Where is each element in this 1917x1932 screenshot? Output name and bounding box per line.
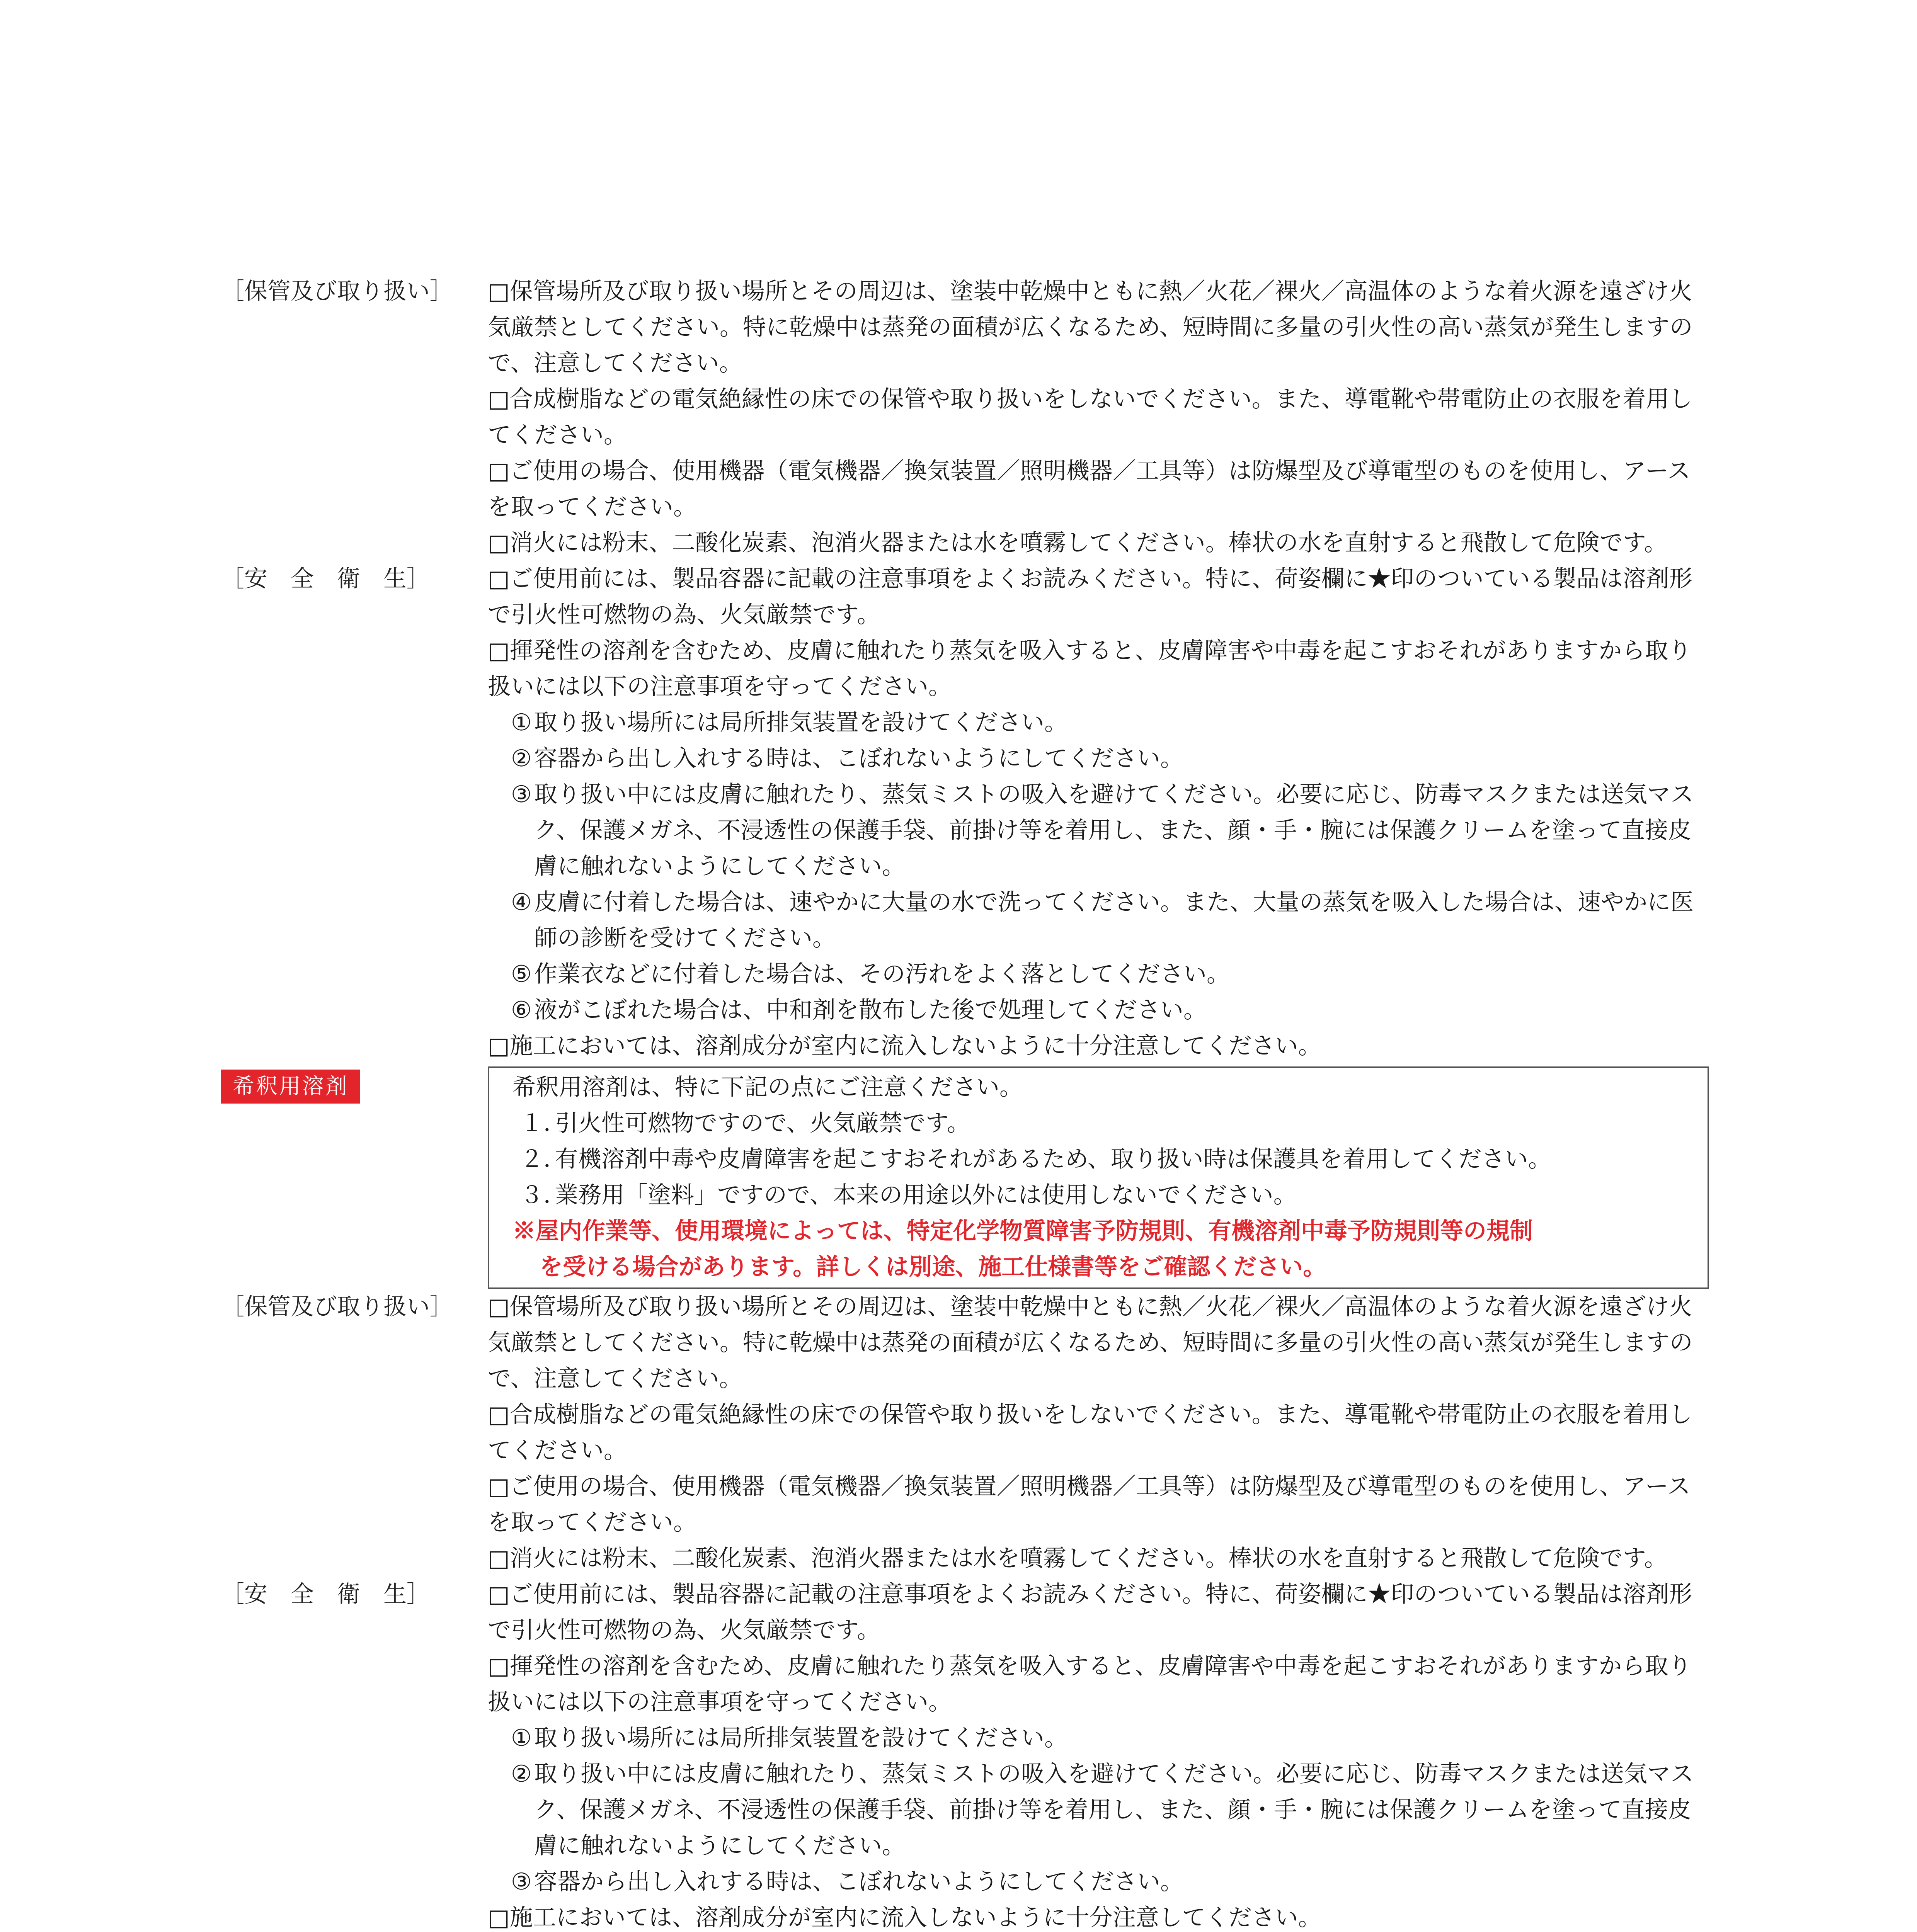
safety-body [488,561,1709,1064]
point-text: 引火性可燃物ですので、火気厳禁です。 [555,1110,970,1137]
item-text: □ご使用前には、製品容器に記載の注意事項をよくお読みください。特に、荷姿欄に★印のついている製品は溶剤形で引火性可燃物の為、火気厳禁です。 [488,1581,1692,1644]
list-item [488,1900,1709,1932]
thinner-notice-box [488,1066,1709,1289]
safety-section-2 [221,1577,1709,1932]
point-number: １． [520,1110,567,1137]
list-item [488,633,1709,705]
list-item [488,1397,1709,1469]
sub-item [488,777,1709,884]
sub-item [488,992,1709,1028]
sub-text: 取り扱い中には皮膚に触れたり、蒸気ミストの吸入を避けてください。必要に応じ、防毒マスクまたは送気マスク、保護メガネ、不浸透性の保護手袋、前掛け等を着用し、また、顔・手・腕には保護クリームを塗って直接皮膚に触れないようにしてください。 [534,781,1694,880]
storage-body [488,1289,1709,1577]
storage-section-1 [221,274,1709,561]
list-item [488,1648,1709,1720]
list-item [488,1577,1709,1648]
notice-intro: 希釈用溶剤は、特に下記の点にご注意ください。 [512,1074,1023,1101]
list-item [488,274,1709,381]
sub-number: ③ [511,781,532,808]
sub-item [488,1756,1709,1864]
item-text: □ご使用前には、製品容器に記載の注意事項をよくお読みください。特に、荷姿欄に★印のついている製品は溶剤形で引火性可燃物の為、火気厳禁です。 [488,565,1692,628]
sub-number: ⑥ [511,997,532,1024]
point-text: 業務用「塗料」ですので、本来の用途以外には使用しないでください。 [555,1182,1297,1209]
item-text: □合成樹脂などの電気絶縁性の床での保管や取り扱いをしないでください。また、導電靴や帯電防止の衣服を着用してください。 [488,1401,1692,1464]
thinner-badge: 希釈用溶剤 [221,1070,360,1104]
item-text: □施工においては、溶剤成分が室内に流入しないように十分注意してください。 [488,1904,1321,1931]
list-item [488,381,1709,453]
list-item [488,561,1709,633]
item-text: □揮発性の溶剤を含むため、皮膚に触れたり蒸気を吸入すると、皮膚障害や中毒を起こすおそれがありますから取り扱いには以下の注意事項を守ってください。 [488,1653,1692,1716]
list-item [488,1028,1709,1064]
item-text: □ご使用の場合、使用機器（電気機器／換気装置／照明機器／工具等）は防爆型及び導電型のものを使用し、アースを取ってください。 [488,1473,1691,1536]
notice-point [512,1105,1692,1141]
badge-wrap [221,1066,488,1104]
safety-label: ［安 全 衛 生］ [221,1581,430,1608]
item-text: □施工においては、溶剤成分が室内に流入しないように十分注意してください。 [488,1032,1321,1060]
item-text: □保管場所及び取り扱い場所とその周辺は、塗装中乾燥中ともに熱／火花／裸火／高温体のような着火源を遠ざけ火気厳禁としてください。特に乾燥中は蒸発の面積が広くなるため、短時間に多量の引火性の高い蒸気が発生しますので、注意してください。 [488,278,1693,377]
sub-number: ① [511,709,532,736]
sub-text: 皮膚に付着した場合は、速やかに大量の水で洗ってください。また、大量の蒸気を吸入した場合は、速やかに医師の診断を受けてください。 [534,889,1694,952]
sub-text: 容器から出し入れする時は、こぼれないようにしてください。 [534,1868,1183,1895]
point-text: 有機溶剤中毒や皮膚障害を起こすおそれがあるため、取り扱い時は保護具を着用してください。 [555,1146,1551,1173]
sub-item [488,1720,1709,1756]
storage-body [488,274,1709,561]
item-text: □保管場所及び取り扱い場所とその周辺は、塗装中乾燥中ともに熱／火花／裸火／高温体のような着火源を遠ざけ火気厳禁としてください。特に乾燥中は蒸発の面積が広くなるため、短時間に多量の引火性の高い蒸気が発生しますので、注意してください。 [488,1293,1693,1392]
sub-item [488,884,1709,956]
notice-point [512,1141,1692,1177]
regulation-warning-line2: を受ける場合があります。詳しくは別途、施工仕様書等をご確認ください。 [540,1253,1326,1281]
sub-number: ① [511,1725,532,1752]
sub-item [488,705,1709,741]
item-text: □消火には粉末、二酸化炭素、泡消火器または水を噴霧してください。棒状の水を直射すると飛散して危険です。 [488,529,1667,556]
safety-body [488,1577,1709,1932]
list-item [488,1541,1709,1577]
safety-label: ［安 全 衛 生］ [221,565,430,592]
point-number: ３． [520,1182,567,1209]
sub-text: 取り扱い場所には局所排気装置を設けてください。 [534,709,1067,736]
regulation-warning-line1: ※屋内作業等、使用環境によっては、特定化学物質障害予防規則、有機溶剤中毒予防規則等の規制 [512,1218,1533,1245]
sub-number: ③ [511,1868,532,1895]
sub-text: 取り扱い場所には局所排気装置を設けてください。 [534,1725,1067,1752]
sub-number: ② [511,745,532,772]
item-text: □合成樹脂などの電気絶縁性の床での保管や取り扱いをしないでください。また、導電靴や帯電防止の衣服を着用してください。 [488,386,1692,449]
storage-label: ［保管及び取り扱い］ [221,1293,453,1320]
item-text: □揮発性の溶剤を含むため、皮膚に触れたり蒸気を吸入すると、皮膚障害や中毒を起こすおそれがありますから取り扱いには以下の注意事項を守ってください。 [488,637,1692,700]
thinner-section [221,1066,1709,1289]
sub-item [488,956,1709,992]
sub-text: 液がこぼれた場合は、中和剤を散布した後で処理してください。 [534,997,1207,1024]
storage-section-2 [221,1289,1709,1577]
list-item [488,1289,1709,1397]
sub-text: 取り扱い中には皮膚に触れたり、蒸気ミストの吸入を避けてください。必要に応じ、防毒マスクまたは送気マスク、保護メガネ、不浸透性の保護手袋、前掛け等を着用し、また、顔・手・腕には保護クリームを塗って直接皮膚に触れないようにしてください。 [534,1760,1694,1859]
point-number: ２． [520,1146,567,1173]
sub-text: 作業衣などに付着した場合は、その汚れをよく落としてください。 [534,961,1230,988]
sub-text: 容器から出し入れする時は、こぼれないようにしてください。 [534,745,1183,772]
notice-point [512,1177,1692,1213]
sub-item [488,1864,1709,1900]
list-item [488,525,1709,561]
safety-section-1 [221,561,1709,1064]
item-text: □ご使用の場合、使用機器（電気機器／換気装置／照明機器／工具等）は防爆型及び導電型のものを使用し、アースを取ってください。 [488,457,1691,520]
item-text: □消火には粉末、二酸化炭素、泡消火器または水を噴霧してください。棒状の水を直射すると飛散して危険です。 [488,1545,1667,1572]
storage-label: ［保管及び取り扱い］ [221,278,453,305]
list-item [488,1469,1709,1541]
list-item [488,453,1709,525]
sub-item [488,741,1709,777]
sub-number: ⑤ [511,961,532,988]
sub-number: ④ [511,889,532,916]
sub-number: ② [511,1760,532,1787]
document-content [221,274,1709,1932]
